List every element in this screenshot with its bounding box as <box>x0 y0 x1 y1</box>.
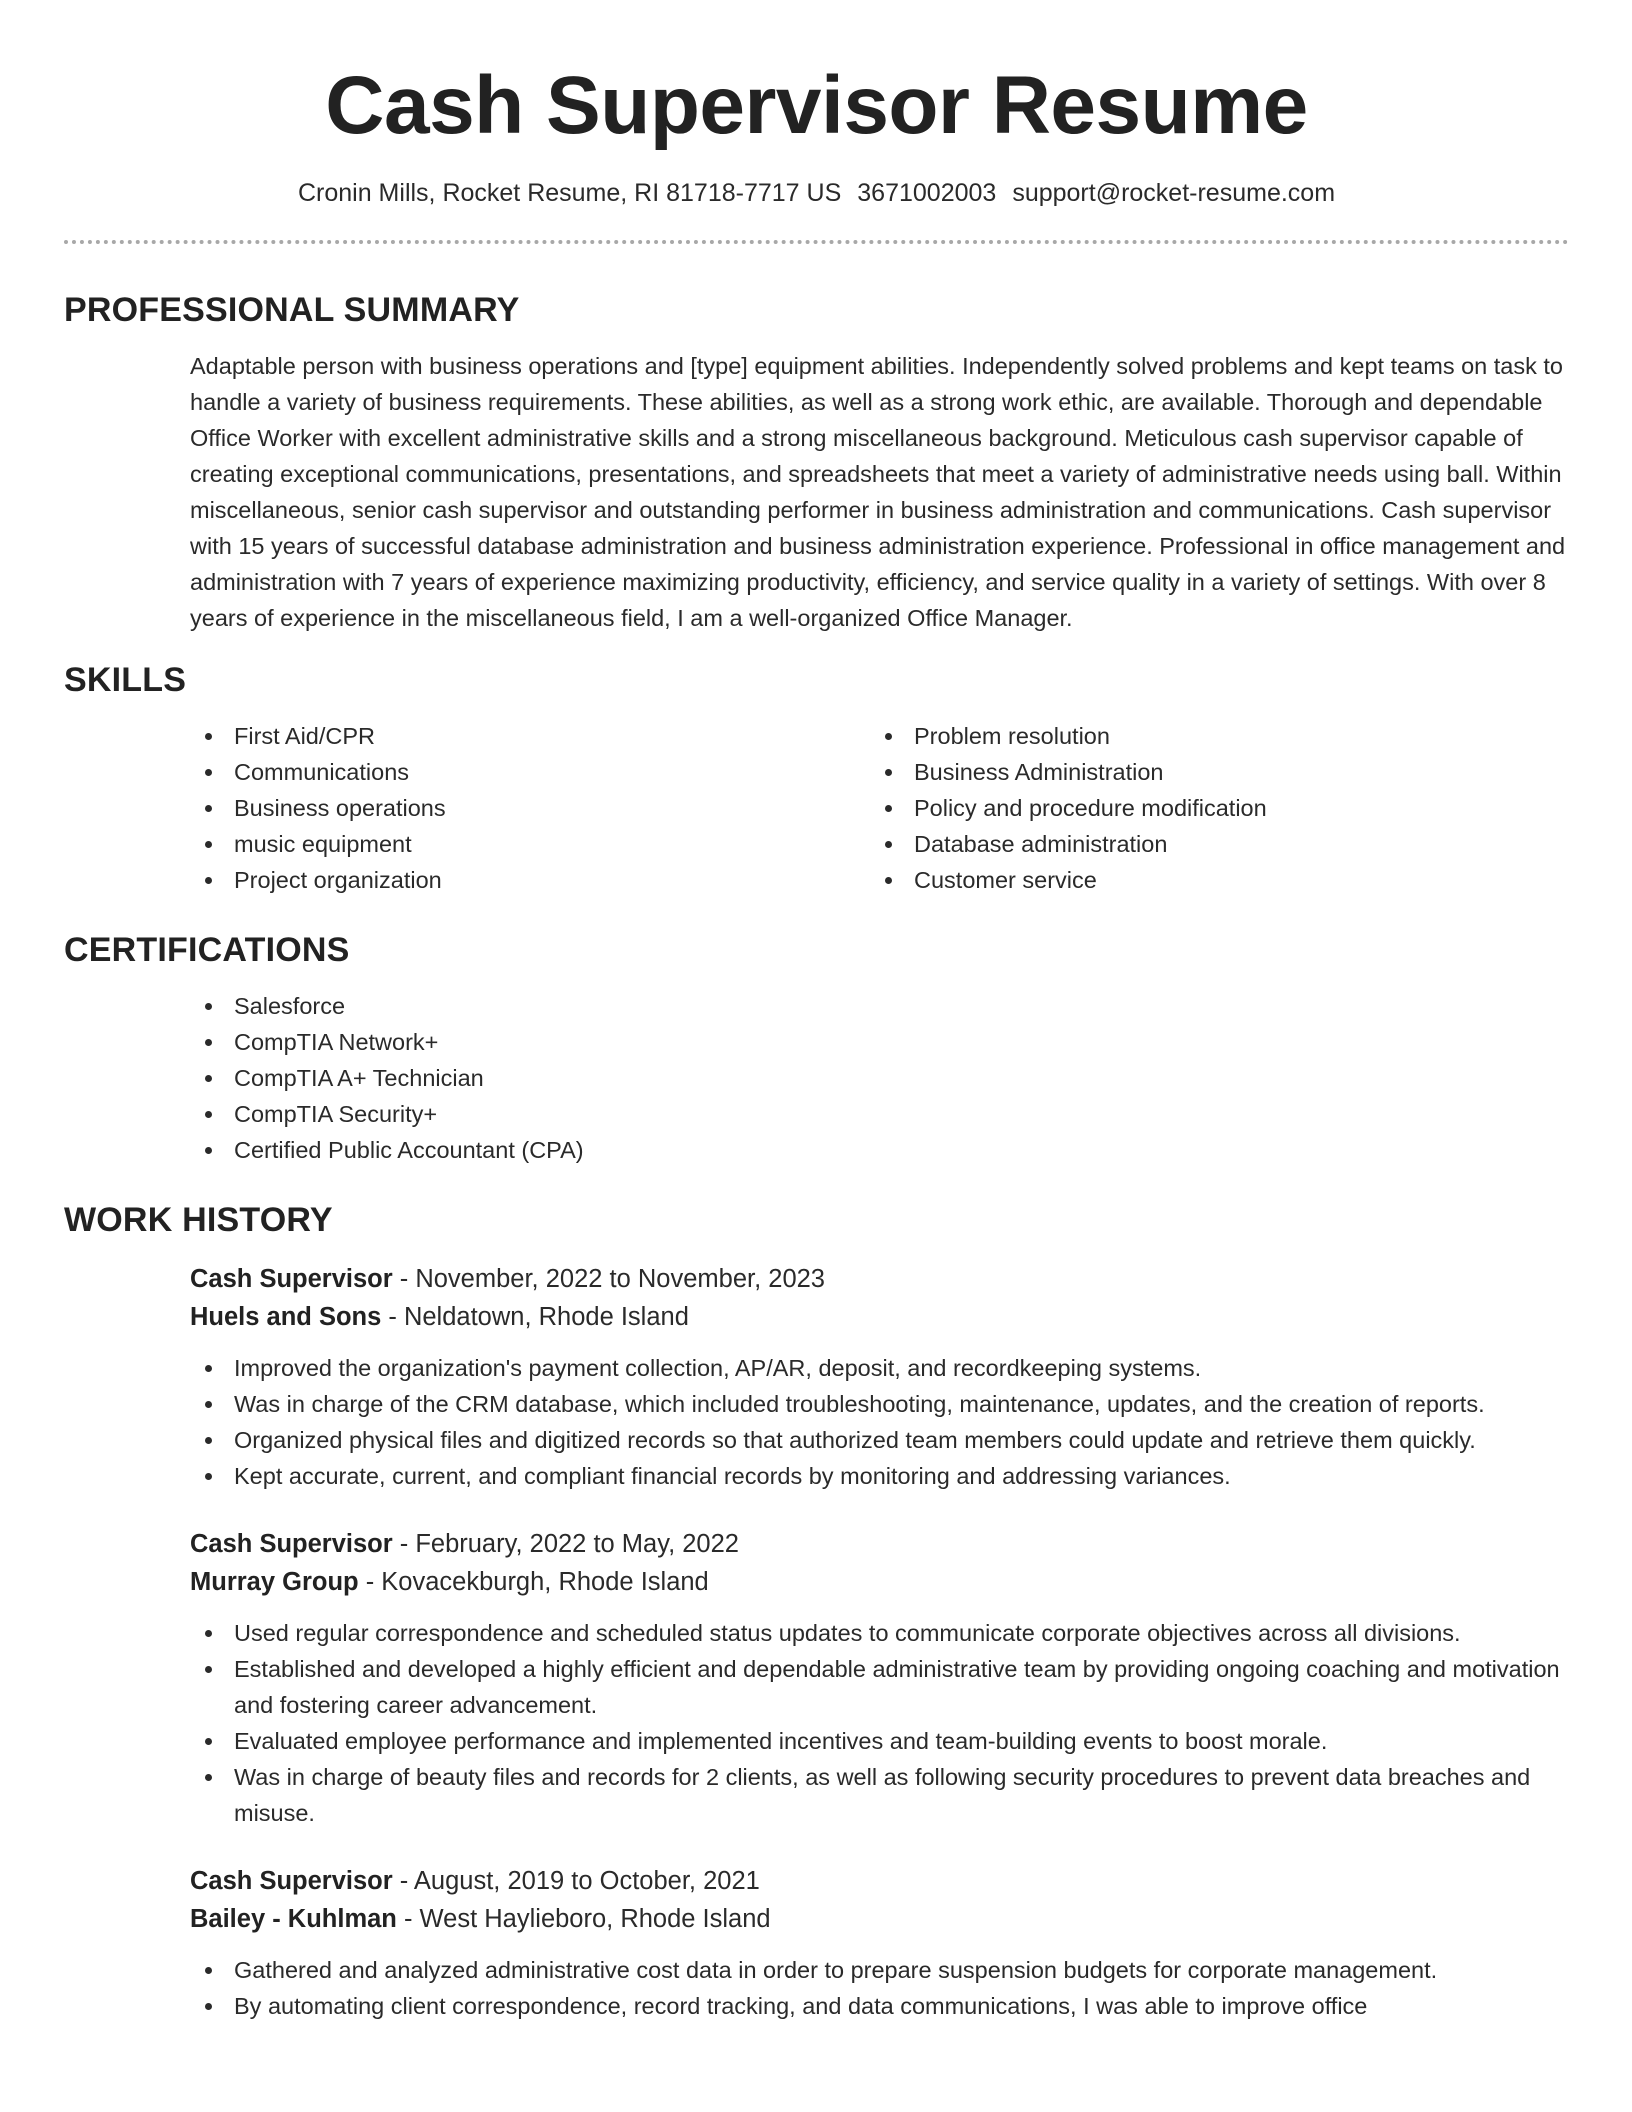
job-bullet: Was in charge of the CRM database, which included troubleshooting, maintenance, updates, and the creation of reports. <box>190 1386 1569 1422</box>
job-company: Huels and Sons <box>190 1303 382 1331</box>
skill-item: Project organization <box>190 862 870 898</box>
contact-line <box>64 176 1569 210</box>
job-dates: - August, 2019 to October, 2021 <box>392 1867 760 1895</box>
certification-item: CompTIA A+ Technician <box>190 1060 1569 1096</box>
contact-address: Cronin Mills, Rocket Resume, RI 81718-7717 US <box>297 179 842 207</box>
job-location: - West Haylieboro, Rhode Island <box>396 1905 771 1933</box>
job-dates: - February, 2022 to May, 2022 <box>392 1530 739 1558</box>
job-bullet: Organized physical files and digitized records so that authorized team members could update and retrieve them quickly. <box>190 1422 1569 1458</box>
skill-item: Business operations <box>190 790 870 826</box>
certification-item: Salesforce <box>190 988 1569 1024</box>
job-bullet: Was in charge of beauty files and records for 2 clients, as well as following security procedures to prevent data breaches and misuse. <box>190 1759 1569 1831</box>
job-bullet: By automating client correspondence, record tracking, and data communications, I was able to improve office <box>190 1988 1569 2024</box>
job-title: Cash Supervisor <box>190 1867 393 1895</box>
summary-heading: PROFESSIONAL SUMMARY <box>64 291 520 329</box>
skill-item: music equipment <box>190 826 870 862</box>
skills-columns <box>190 718 1569 898</box>
summary-text: Adaptable person with business operations and [type] equipment abilities. Independently solved problems and kept teams on task to handle a variety of business requirements. These abilities, as well as a strong work ethic, are available. Thorough and dependable Office Worker with excellent administrative skills and a strong miscellaneous background. Meticulous cash supervisor capable of creating exceptional communications, presentations, and spreadsheets that meet a variety of administrative needs using ball. Within miscellaneous, senior cash supervisor and outstanding performer in business administration and communications. Cash supervisor with 15 years of successful database administration and business administration experience. Professional in office management and administration with 7 years of experience maximizing productivity, efficiency, and service quality in a variety of settings. With over 8 years of experience in the miscellaneous field, I am a well-organized Office Manager. <box>190 353 1566 631</box>
skill-item: Policy and procedure modification <box>870 790 1550 826</box>
job-company-line <box>190 1563 1569 1601</box>
job-bullet: Established and developed a highly efficient and dependable administrative team by providing ongoing coaching and motivation and fostering career advancement. <box>190 1651 1569 1723</box>
job-bullet: Evaluated employee performance and implemented incentives and team-building events to boost morale. <box>190 1723 1569 1759</box>
skill-item: Communications <box>190 754 870 790</box>
certification-item: CompTIA Security+ <box>190 1096 1569 1132</box>
job-entry <box>190 1525 1569 1831</box>
job-title: Cash Supervisor <box>190 1265 393 1293</box>
job-bullets <box>190 1350 1569 1494</box>
job-bullets <box>190 1615 1569 1831</box>
certifications-heading: CERTIFICATIONS <box>64 931 350 969</box>
header-divider <box>64 240 1569 244</box>
skill-item: Database administration <box>870 826 1550 862</box>
job-company: Murray Group <box>190 1568 359 1596</box>
resume-page <box>64 0 1569 2024</box>
skill-item: Problem resolution <box>870 718 1550 754</box>
job-title: Cash Supervisor <box>190 1530 393 1558</box>
certification-item: Certified Public Accountant (CPA) <box>190 1132 1569 1168</box>
job-title-line <box>190 1260 1569 1298</box>
job-dates: - November, 2022 to November, 2023 <box>392 1265 825 1293</box>
job-bullet: Kept accurate, current, and compliant financial records by monitoring and addressing variances. <box>190 1458 1569 1494</box>
skills-heading: SKILLS <box>64 661 187 699</box>
job-location: - Kovacekburgh, Rhode Island <box>358 1568 709 1596</box>
skill-item: First Aid/CPR <box>190 718 870 754</box>
job-company-line <box>190 1900 1569 1938</box>
job-entry <box>190 1862 1569 2024</box>
job-company-line <box>190 1298 1569 1336</box>
job-entry <box>190 1260 1569 1494</box>
job-bullet: Gathered and analyzed administrative cost data in order to prepare suspension budgets for corporate management. <box>190 1952 1569 1988</box>
job-bullets <box>190 1952 1569 2024</box>
contact-phone: 3671002003 <box>857 179 997 207</box>
resume-title: Cash Supervisor Resume <box>325 60 1308 151</box>
job-bullet: Improved the organization's payment collection, AP/AR, deposit, and recordkeeping systems. <box>190 1350 1569 1386</box>
job-bullet: Used regular correspondence and scheduled status updates to communicate corporate objectives across all divisions. <box>190 1615 1569 1651</box>
contact-email: support@rocket-resume.com <box>1012 179 1336 207</box>
work-history-heading: WORK HISTORY <box>64 1201 333 1239</box>
job-title-line <box>190 1862 1569 1900</box>
job-company: Bailey - Kuhlman <box>190 1905 397 1933</box>
skills-list-right <box>870 718 1550 898</box>
skill-item: Business Administration <box>870 754 1550 790</box>
job-location: - Neldatown, Rhode Island <box>381 1303 689 1331</box>
skill-item: Customer service <box>870 862 1550 898</box>
skills-list-left <box>190 718 870 898</box>
certifications-list <box>190 988 1569 1168</box>
job-title-line <box>190 1525 1569 1563</box>
certification-item: CompTIA Network+ <box>190 1024 1569 1060</box>
